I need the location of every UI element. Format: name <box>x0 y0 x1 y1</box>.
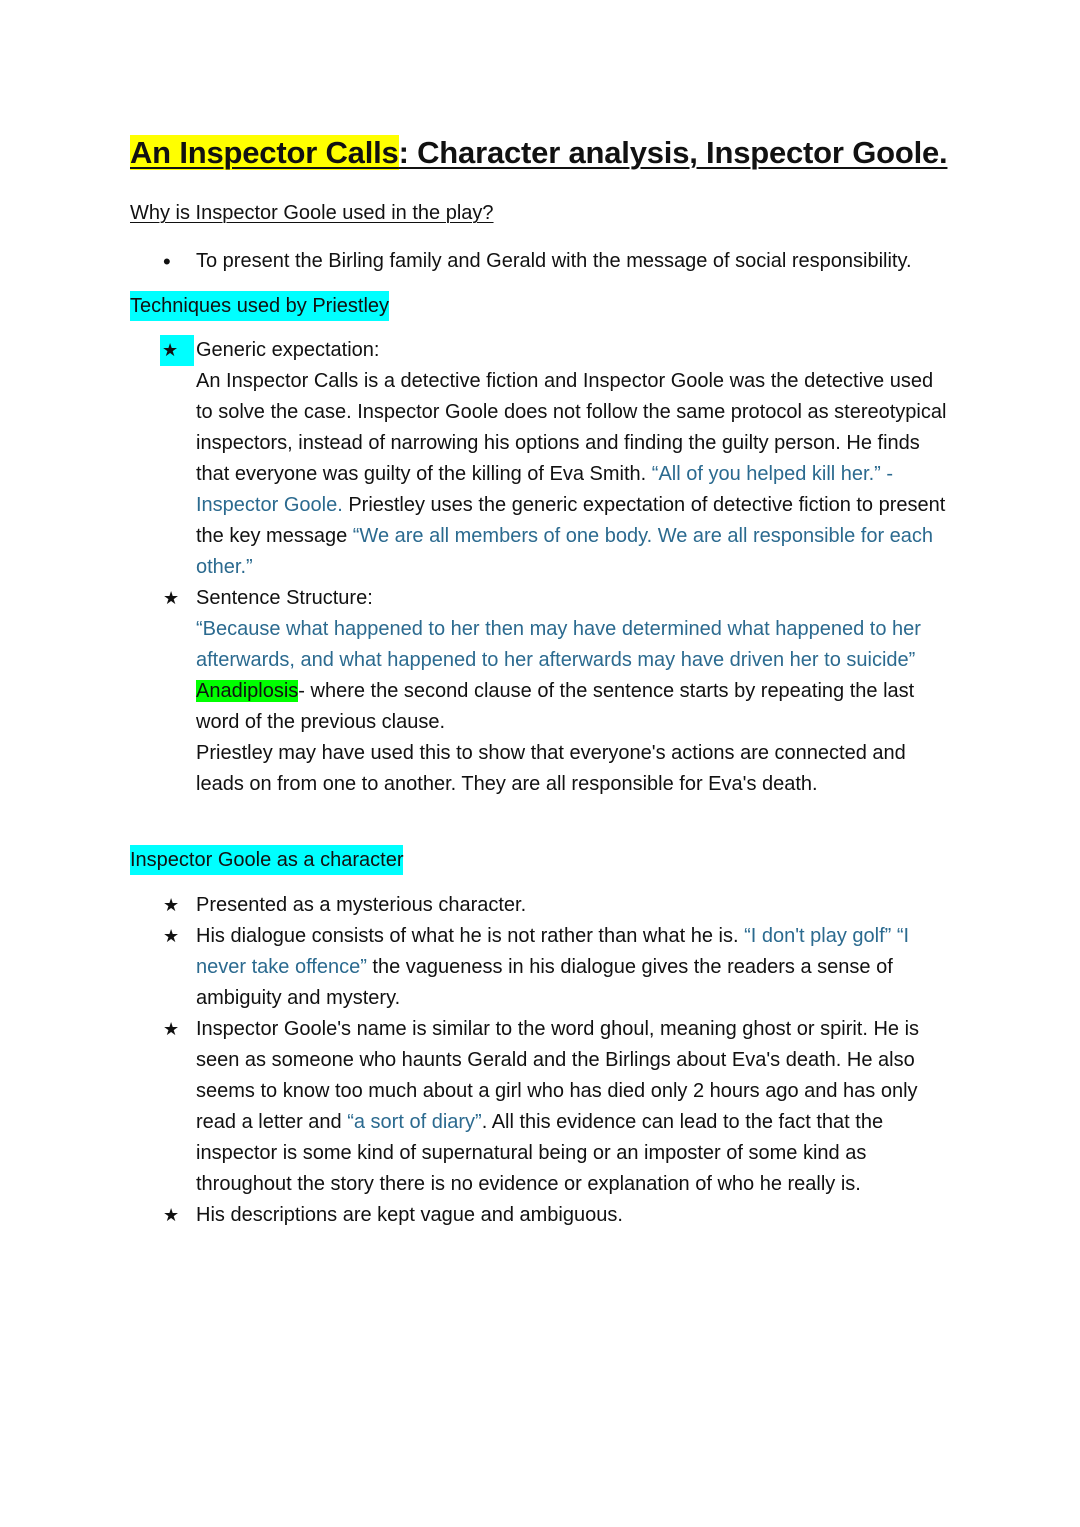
generic-expectation-text-2: Priestley uses the generic expectation of detective fiction to present the key message <box>196 494 946 547</box>
title-rest: : Character analysis, Inspector Goole. <box>398 135 948 170</box>
diary-quote: “a sort of diary” <box>347 1111 482 1133</box>
list-item <box>130 583 950 800</box>
character-point-1: Presented as a mysterious character. <box>196 894 527 916</box>
answer-text: To present the Birling family and Gerald with the message of social responsibility. <box>196 250 912 272</box>
sentence-structure-label: Sentence Structure: <box>196 587 373 609</box>
star-icon: ★ <box>163 335 187 366</box>
question-heading: Why is Inspector Goole used in the play? <box>130 202 494 224</box>
generic-expectation-label: Generic expectation: <box>196 339 380 361</box>
star-icon: ★ <box>163 895 180 915</box>
document-page <box>130 127 950 1231</box>
star-icon: ★ <box>163 926 180 946</box>
techniques-list <box>130 335 950 800</box>
list-item <box>130 890 950 921</box>
anadiplosis-term: Anadiplosis <box>196 680 299 702</box>
character-list <box>130 890 950 1231</box>
list-item <box>130 1200 950 1231</box>
character-point-4: His descriptions are kept vague and ambiguous. <box>196 1204 623 1226</box>
techniques-heading: Techniques used by Priestley <box>130 291 389 321</box>
techniques-section <box>130 291 950 321</box>
anadiplosis-definition: Anadiplosis- where the second clause of the sentence starts by repeating the last word of the previous clause. <box>196 680 915 733</box>
generic-expectation-text: An Inspector Calls is a detective fiction and Inspector Goole was the detective used to solve the case. Inspector Goole does not follow the same protocol as stereotypical inspectors, instead of narrowing his options and finding the guilty person. He finds that everyone was guilty of the killing of Eva Smith. <box>196 370 947 485</box>
character-point-2-text-2: the vagueness in his dialogue gives the readers a sense of ambiguity and mystery. <box>196 956 893 1009</box>
title-highlight: An Inspector Calls <box>130 135 399 170</box>
offence-quote: “I never take offence” <box>196 925 910 978</box>
character-heading: Inspector Goole as a character <box>130 845 403 875</box>
star-icon: ★ <box>163 588 180 608</box>
character-section <box>130 845 950 875</box>
character-point-2-text: His dialogue consists of what he is not rather than what he is. <box>196 925 739 947</box>
page-title <box>130 127 950 178</box>
generic-expectation-quote: “All of you helped kill her.” - Inspector Goole. <box>196 463 894 516</box>
list-item <box>130 1014 950 1200</box>
character-point-3-text-2: . All this evidence can lead to the fact that the inspector is some kind of supernatural being or an imposter of some kind as throughout the story there is no evidence or explanation of who he really is. <box>196 1111 884 1195</box>
golf-quote: “I don't play golf” <box>744 925 892 947</box>
character-point-3-text: Inspector Goole's name is similar to the word ghoul, meaning ghost or spirit. He is seen as someone who haunts Gerald and the Birlings about Eva's death. He also seems to know too much about a girl who has died only 2 hours ago and has only read a letter and <box>196 1018 920 1133</box>
anadiplosis-explanation: Priestley may have used this to show that everyone's actions are connected and leads on from one to another. They are all responsible for Eva's death. <box>196 742 906 795</box>
list-item <box>130 246 950 277</box>
answer-list <box>130 246 950 277</box>
list-item <box>130 335 950 583</box>
sentence-structure-quote: “Because what happened to her then may have determined what happened to her afterwards, and what happened to her afterwards may have driven her to suicide” <box>196 618 921 671</box>
bullet-icon: • <box>163 249 171 274</box>
list-item <box>130 921 950 1014</box>
star-icon: ★ <box>163 1205 180 1225</box>
star-icon: ★ <box>163 1019 180 1039</box>
key-message-quote: “We are all members of one body. We are all responsible for each other.” <box>196 525 934 578</box>
